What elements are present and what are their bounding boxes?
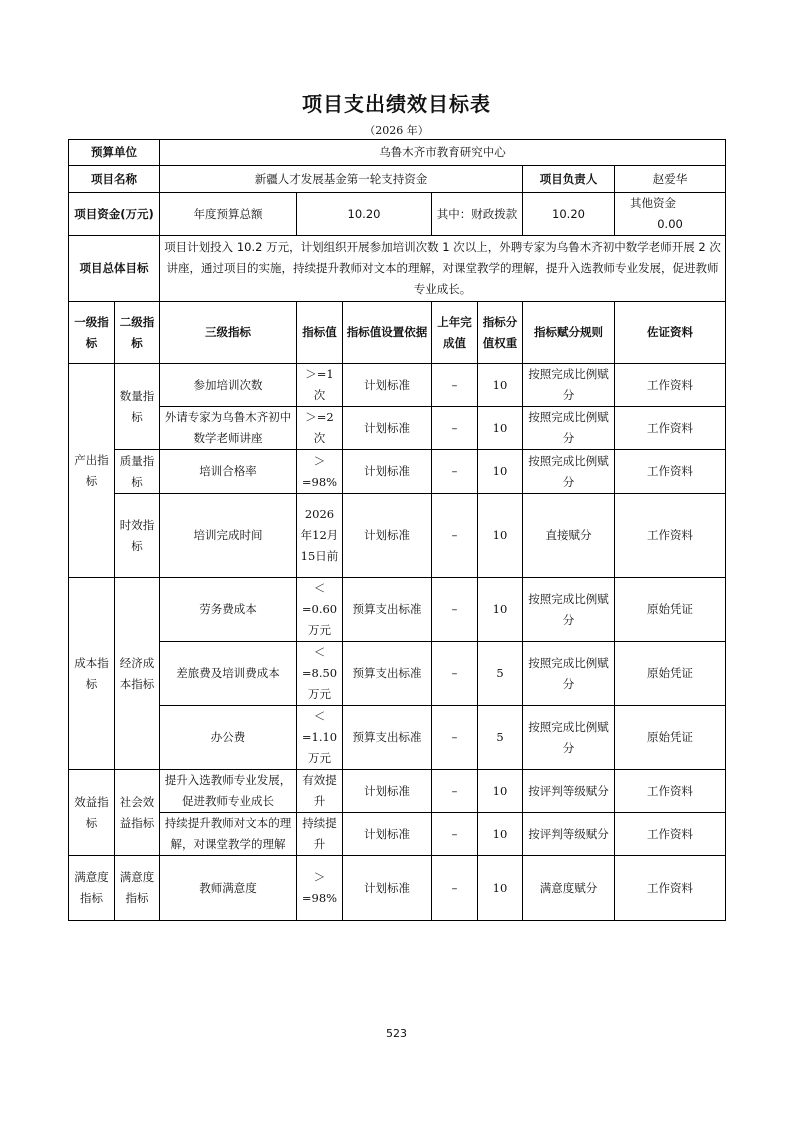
last-year-cell: – [432, 407, 478, 450]
evidence-cell: 工作资料 [615, 770, 726, 813]
goal-label: 项目总体目标 [69, 236, 160, 302]
goal-row [69, 236, 726, 302]
other-funds-cell [615, 193, 726, 236]
last-year-cell: – [432, 494, 478, 578]
basis-cell: 计划标准 [343, 770, 432, 813]
level3-cell: 提升入选教师专业发展，促进教师专业成长 [160, 770, 297, 813]
header-weight: 指标分值权重 [478, 302, 523, 364]
value-cell: ＞=98% [297, 450, 343, 494]
last-year-cell: – [432, 578, 478, 642]
level1-cell: 效益指标 [69, 770, 115, 856]
rule-cell: 按照完成比例赋分 [523, 450, 615, 494]
header-basis: 指标值设置依据 [343, 302, 432, 364]
page-number: 523 [386, 1027, 407, 1040]
weight-cell: 10 [478, 856, 523, 921]
rule-cell: 满意度赋分 [523, 856, 615, 921]
fund-label: 项目资金(万元) [69, 193, 160, 236]
evidence-cell: 工作资料 [615, 364, 726, 407]
project-name-value: 新疆人才发展基金第一轮支持资金 [160, 166, 523, 193]
value-cell: ＞=1次 [297, 364, 343, 407]
weight-cell: 10 [478, 450, 523, 494]
header-value: 指标值 [297, 302, 343, 364]
header-level2: 二级指标 [115, 302, 160, 364]
level2-cell: 数量指标 [115, 364, 160, 450]
evidence-cell: 工作资料 [615, 494, 726, 578]
unit-row [69, 140, 726, 166]
rule-cell: 按照完成比例赋分 [523, 706, 615, 770]
fiscal-label: 其中：财政拨款 [432, 193, 523, 236]
header-evidence: 佐证资料 [615, 302, 726, 364]
level3-cell: 劳务费成本 [160, 578, 297, 642]
basis-cell: 计划标准 [343, 407, 432, 450]
fiscal-value: 10.20 [523, 193, 615, 236]
indicator-row [69, 364, 726, 407]
weight-cell: 10 [478, 494, 523, 578]
rule-cell: 按照完成比例赋分 [523, 642, 615, 706]
basis-cell: 计划标准 [343, 494, 432, 578]
value-cell: ＜=1.10万元 [297, 706, 343, 770]
level3-cell: 教师满意度 [160, 856, 297, 921]
last-year-cell: – [432, 364, 478, 407]
total-budget-label: 年度预算总额 [160, 193, 297, 236]
value-cell: ＜=8.50万元 [297, 642, 343, 706]
project-leader-value: 赵爱华 [615, 166, 726, 193]
rule-cell: 按评判等级赋分 [523, 770, 615, 813]
indicator-row [69, 856, 726, 921]
indicator-row [69, 450, 726, 494]
rule-cell: 按照完成比例赋分 [523, 407, 615, 450]
level2-cell: 社会效益指标 [115, 770, 160, 856]
fund-row [69, 193, 726, 236]
value-cell: ＞=2次 [297, 407, 343, 450]
project-leader-label: 项目负责人 [523, 166, 615, 193]
indicator-row [69, 407, 726, 450]
evidence-cell: 原始凭证 [615, 642, 726, 706]
level2-cell: 质量指标 [115, 450, 160, 494]
total-budget-value: 10.20 [297, 193, 432, 236]
last-year-cell: – [432, 642, 478, 706]
project-name-row [69, 166, 726, 193]
other-funds-label: 其他资金 [630, 196, 677, 210]
indicator-row [69, 642, 726, 706]
indicator-row [69, 770, 726, 813]
evidence-cell: 工作资料 [615, 450, 726, 494]
header-rule: 指标赋分规则 [523, 302, 615, 364]
weight-cell: 5 [478, 642, 523, 706]
rule-cell: 直接赋分 [523, 494, 615, 578]
unit-value: 乌鲁木齐市教育研究中心 [160, 140, 726, 166]
level1-cell: 成本指标 [69, 578, 115, 770]
rule-cell: 按照完成比例赋分 [523, 578, 615, 642]
level3-cell: 培训合格率 [160, 450, 297, 494]
value-cell: 持续提升 [297, 813, 343, 856]
weight-cell: 10 [478, 770, 523, 813]
basis-cell: 计划标准 [343, 364, 432, 407]
level2-cell: 时效指标 [115, 494, 160, 578]
indicator-row [69, 578, 726, 642]
header-row [69, 302, 726, 364]
basis-cell: 预算支出标准 [343, 578, 432, 642]
indicator-row [69, 813, 726, 856]
header-level1: 一级指标 [69, 302, 115, 364]
level3-cell: 外请专家为乌鲁木齐初中数学老师讲座 [160, 407, 297, 450]
level3-cell: 差旅费及培训费成本 [160, 642, 297, 706]
level2-cell: 满意度指标 [115, 856, 160, 921]
level1-cell: 满意度指标 [69, 856, 115, 921]
level3-cell: 办公费 [160, 706, 297, 770]
level3-cell: 持续提升教师对文本的理解，对课堂教学的理解 [160, 813, 297, 856]
evidence-cell: 工作资料 [615, 813, 726, 856]
level1-cell: 产出指标 [69, 364, 115, 578]
header-last-year: 上年完成值 [432, 302, 478, 364]
other-funds-value: 0.00 [657, 217, 683, 231]
basis-cell: 预算支出标准 [343, 642, 432, 706]
last-year-cell: – [432, 813, 478, 856]
unit-label: 预算单位 [69, 140, 160, 166]
value-cell: 2026年12月15日前 [297, 494, 343, 578]
weight-cell: 10 [478, 407, 523, 450]
value-cell: ＞=98% [297, 856, 343, 921]
evidence-cell: 工作资料 [615, 856, 726, 921]
page-title: 项目支出绩效目标表 [302, 92, 491, 116]
last-year-cell: – [432, 706, 478, 770]
header-level3: 三级指标 [160, 302, 297, 364]
weight-cell: 10 [478, 813, 523, 856]
value-cell: 有效提升 [297, 770, 343, 813]
last-year-cell: – [432, 450, 478, 494]
level2-cell: 经济成本指标 [115, 578, 160, 770]
value-cell: ＜=0.60万元 [297, 578, 343, 642]
evidence-cell: 原始凭证 [615, 578, 726, 642]
goal-text: 项目计划投入 10.2 万元，计划组织开展参加培训次数 1 次以上，外聘专家为乌鲁木齐初中数学老师开展 2 次讲座，通过项目的实施，持续提升教师对文本的理解，对课堂教学的理解，提升入选教师专业发展，促进教师专业成长。 [160, 236, 726, 302]
indicator-row [69, 494, 726, 578]
weight-cell: 10 [478, 578, 523, 642]
last-year-cell: – [432, 856, 478, 921]
project-name-label: 项目名称 [69, 166, 160, 193]
weight-cell: 5 [478, 706, 523, 770]
indicator-row [69, 706, 726, 770]
level3-cell: 参加培训次数 [160, 364, 297, 407]
rule-cell: 按评判等级赋分 [523, 813, 615, 856]
basis-cell: 计划标准 [343, 450, 432, 494]
performance-table [68, 139, 726, 921]
level3-cell: 培训完成时间 [160, 494, 297, 578]
weight-cell: 10 [478, 364, 523, 407]
basis-cell: 预算支出标准 [343, 706, 432, 770]
evidence-cell: 原始凭证 [615, 706, 726, 770]
rule-cell: 按照完成比例赋分 [523, 364, 615, 407]
basis-cell: 计划标准 [343, 856, 432, 921]
last-year-cell: – [432, 770, 478, 813]
evidence-cell: 工作资料 [615, 407, 726, 450]
basis-cell: 计划标准 [343, 813, 432, 856]
year-label: （2026 年） [364, 124, 429, 137]
